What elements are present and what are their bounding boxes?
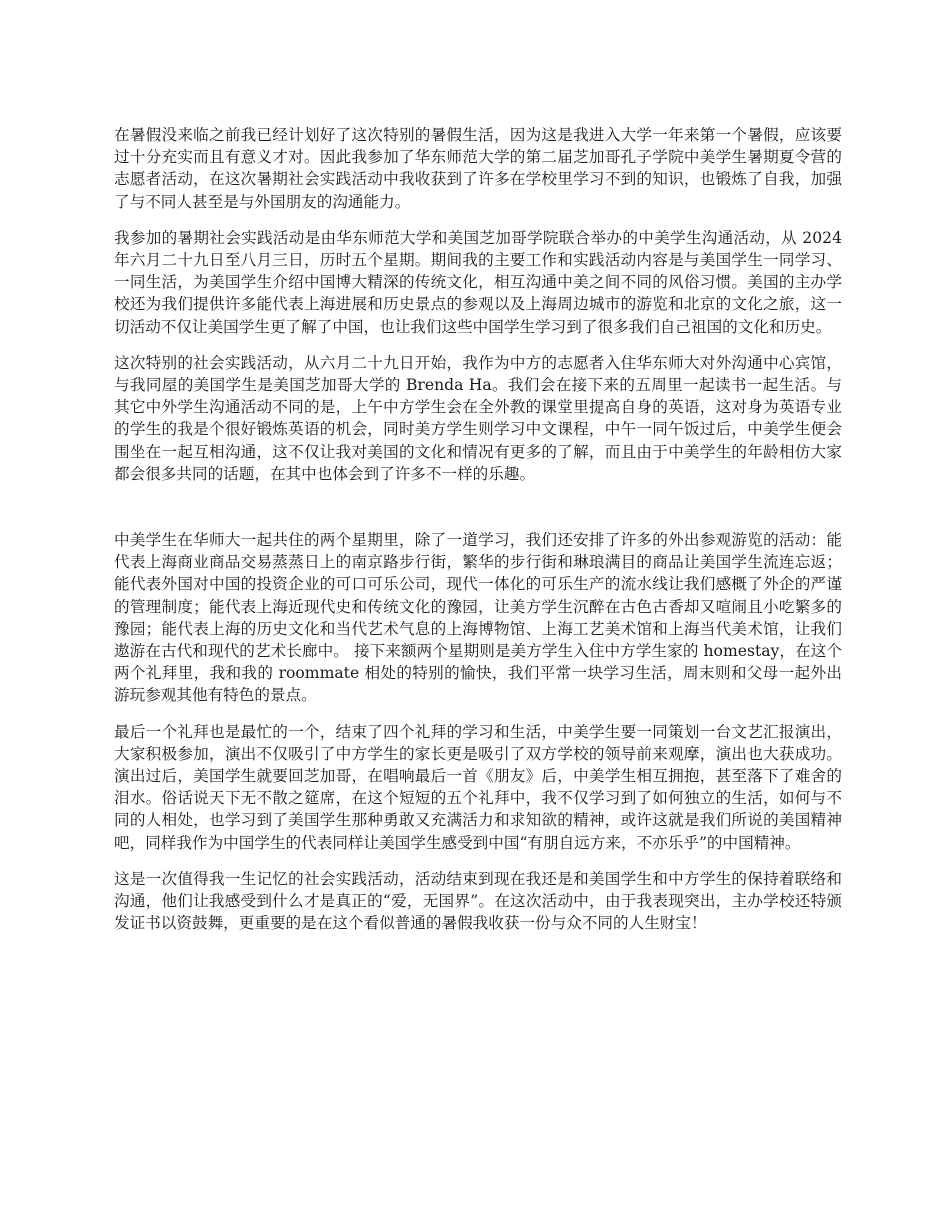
paragraph-conclusion: 这是一次值得我一生记忆的社会实践活动，活动结束到现在我还是和美国学生和中方学生的保持着联络和沟通，他们让我感受到什么才是真正的“爱，无国界”。在这次活动中，由于我表现突出，主办学校还特颁发证书以资鼓舞，更重要的是在这个看似普通的暑假我收获一份与众不同的人生财宝！ <box>114 869 842 933</box>
paragraph-activity-overview: 我参加的暑期社会实践活动是由华东师范大学和美国芝加哥学院联合举办的中美学生沟通活动，从 2024 年六月二十九日至八月三日，历时五个星期。期间我的主要工作和实践活动内容是与美国学生一同学习、一同生活，为美国学生介绍中国博大精深的传统文化，相互沟通中美之间不同的风俗习惯。美国的主办学校还为我们提供许多能代表上海进展和历史景点的参观以及上海周边城市的游览和北京的文化之旅，这一切活动不仅让美国学生更了解了中国，也让我们这些中国学生学习到了很多我们自己祖国的文化和历史。 <box>114 228 842 336</box>
paragraph-final-week: 最后一个礼拜也是最忙的一个，结束了四个礼拜的学习和生活，中美学生要一同策划一台文艺汇报演出，大家积极参加，演出不仅吸引了中方学生的家长更是吸引了双方学校的领导前来观摩，演出也大获成功。演出过后，美国学生就要回芝加哥，在唱响最后一首《朋友》后，中美学生相互拥抱，甚至落下了难舍的泪水。俗话说天下无不散之筵席，在这个短短的五个礼拜中，我不仅学习到了如何独立的生活，如何与不同的人相处，也学习到了美国学生那种勇敢又充满活力和求知欲的精神，或许这就是我们所说的美国精神吧，同样我作为中国学生的代表同样让美国学生感受到中国“有朋自远方来，不亦乐乎”的中国精神。 <box>114 722 842 852</box>
document-body <box>114 124 842 949</box>
paragraph-first-weeks: 这次特别的社会实践活动，从六月二十九日开始，我作为中方的志愿者入住华东师大对外沟通中心宾馆，与我同屋的美国学生是美国芝加哥大学的 Brenda Ha。我们会在接下来的五周里一起读书一起生活。与其它中外学生沟通活动不同的是，上午中方学生会在全外教的课堂里提高自身的英语，这对身为英语专业的学生的我是个很好锻炼英语的机会，同时美方学生则学习中文课程，中午一同午饭过后，中美学生便会围坐在一起互相沟通，这不仅让我对美国的文化和情况有更多的了解，而且由于中美学生的年龄相仿大家都会很多共同的话题，在其中也体会到了许多不一样的乐趣。 <box>114 353 842 483</box>
paragraph-intro: 在暑假没来临之前我已经计划好了这次特别的暑假生活，因为这是我进入大学一年来第一个暑假，应该要过十分充实而且有意义才对。因此我参加了华东师范大学的第二届芝加哥孔子学院中美学生暑期夏令营的志愿者活动，在这次暑期社会实践活动中我收获到了许多在学校里学习不到的知识，也锻炼了自我，加强了与不同人甚至是与外国朋友的沟通能力。 <box>114 126 842 211</box>
paragraph-excursions: 中美学生在华师大一起共住的两个星期里，除了一道学习，我们还安排了许多的外出参观游览的活动：能代表上海商业商品交易蒸蒸日上的南京路步行街，繁华的步行街和琳琅满目的商品让美国学生流连忘返；能代表外国对中国的投资企业的可口可乐公司，现代一体化的可乐生产的流水线让我们感概了外企的严谨的管理制度；能代表上海近现代史和传统文化的豫园，让美方学生沉醉在古色古香却又喧闹且小吃繁多的豫园；能代表上海的历史文化和当代艺术气息的上海博物馆、上海工艺美术馆和上海当代美术馆，让我们遨游在古代和现代的艺术长廊中。 接下来额两个星期则是美方学生入住中方学生家的 homestay，在这个两个礼拜里，我和我的 roommate 相处的特别的愉快，我们平常一块学习生活，周末则和父母一起外出游玩参观其他有特色的景点。 <box>114 531 842 705</box>
